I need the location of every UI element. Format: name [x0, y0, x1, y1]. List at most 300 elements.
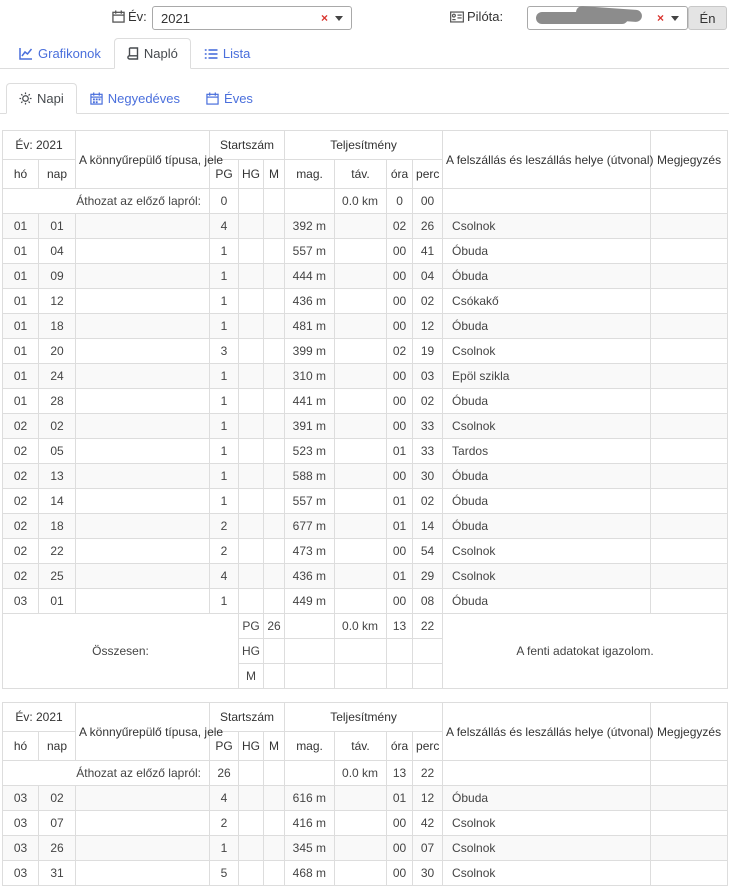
- cell-m-starts: [264, 239, 285, 264]
- chevron-down-icon[interactable]: [335, 16, 343, 21]
- hours-header: óra: [387, 160, 413, 189]
- book-icon: [127, 47, 139, 60]
- cell-aircraft-type: [76, 389, 210, 414]
- cell-m-starts: [264, 539, 285, 564]
- cell-pg-starts: 1: [210, 289, 239, 314]
- table-row: [3, 811, 728, 836]
- summary-m-altitude: [285, 664, 335, 689]
- cell-aircraft-type: [76, 564, 210, 589]
- cell-distance: [335, 289, 387, 314]
- cell-m-starts: [264, 811, 285, 836]
- cell-altitude: 416 m: [285, 811, 335, 836]
- cell-month: 02: [3, 514, 39, 539]
- cell-note: [651, 564, 728, 589]
- minutes-header: perc: [413, 160, 443, 189]
- cell-hours: 00: [387, 589, 413, 614]
- cell-place: Csolnok: [443, 811, 651, 836]
- cell-hg-starts: [239, 589, 264, 614]
- cell-aircraft-type: [76, 239, 210, 264]
- cell-distance: [335, 539, 387, 564]
- pg-header: PG: [210, 732, 239, 761]
- cell-minutes: 08: [413, 589, 443, 614]
- cell-note: [651, 786, 728, 811]
- cell-day: 09: [39, 264, 76, 289]
- cell-altitude: 588 m: [285, 464, 335, 489]
- cell-altitude: 436 m: [285, 289, 335, 314]
- cell-minutes: 02: [413, 489, 443, 514]
- summary-row-pg: [3, 614, 728, 639]
- cell-day: 25: [39, 564, 76, 589]
- cell-month: 03: [3, 589, 39, 614]
- summary-m-count: [264, 664, 285, 689]
- cell-distance: [335, 389, 387, 414]
- table-row: [3, 836, 728, 861]
- table-row: [3, 464, 728, 489]
- m-header: M: [264, 732, 285, 761]
- cell-pg-starts: 4: [210, 214, 239, 239]
- cell-day: 02: [39, 414, 76, 439]
- m-header: M: [264, 160, 285, 189]
- cell-aircraft-type: [76, 836, 210, 861]
- cell-altitude: 481 m: [285, 314, 335, 339]
- cell-minutes: 14: [413, 514, 443, 539]
- list-icon: [204, 48, 218, 60]
- tab-grafikonok[interactable]: [6, 38, 114, 69]
- tab-negyedeves[interactable]: [77, 83, 193, 114]
- altitude-header: mag.: [285, 732, 335, 761]
- cell-altitude: 436 m: [285, 564, 335, 589]
- carryover-distance: 0.0 km: [335, 761, 387, 786]
- cell-aircraft-type: [76, 314, 210, 339]
- cell-month: 02: [3, 414, 39, 439]
- cell-altitude: 523 m: [285, 439, 335, 464]
- table-row: [3, 239, 728, 264]
- table-row: [3, 264, 728, 289]
- cell-hours: 01: [387, 786, 413, 811]
- year-header: Év: 2021: [3, 131, 76, 160]
- summary-m-distance: [335, 664, 387, 689]
- pilot-select[interactable]: [527, 6, 688, 30]
- cell-distance: [335, 489, 387, 514]
- flight-log-table-1: [2, 130, 728, 689]
- cell-distance: [335, 339, 387, 364]
- cell-hours: 00: [387, 414, 413, 439]
- tab-label: Grafikonok: [38, 46, 101, 61]
- cell-distance: [335, 414, 387, 439]
- cell-month: 03: [3, 836, 39, 861]
- type-header: A könnyűrepülő típusa, jele: [76, 131, 210, 189]
- cell-hg-starts: [239, 414, 264, 439]
- chevron-down-icon[interactable]: [671, 16, 679, 21]
- day-header: nap: [39, 732, 76, 761]
- carryover-distance: 0.0 km: [335, 189, 387, 214]
- summary-m-minutes: [413, 664, 443, 689]
- cell-m-starts: [264, 389, 285, 414]
- me-button[interactable]: Én: [688, 6, 727, 30]
- cell-minutes: 12: [413, 786, 443, 811]
- table-row: [3, 314, 728, 339]
- carryover-place: [443, 761, 651, 786]
- cell-month: 01: [3, 389, 39, 414]
- place-header: A felszállás és leszállás helye (útvonal): [443, 131, 651, 189]
- cell-minutes: 41: [413, 239, 443, 264]
- table-row: [3, 489, 728, 514]
- summary-hg-minutes: [413, 639, 443, 664]
- cell-pg-starts: 2: [210, 514, 239, 539]
- certify-text: A fenti adatokat igazolom.: [443, 614, 728, 689]
- cell-hg-starts: [239, 214, 264, 239]
- cell-pg-starts: 2: [210, 539, 239, 564]
- table-row: [3, 339, 728, 364]
- summary-hg-hours: [387, 639, 413, 664]
- cell-minutes: 30: [413, 464, 443, 489]
- cell-distance: [335, 364, 387, 389]
- cell-altitude: 310 m: [285, 364, 335, 389]
- cell-pg-starts: 4: [210, 564, 239, 589]
- carryover-hours: 13: [387, 761, 413, 786]
- cell-altitude: 391 m: [285, 414, 335, 439]
- performance-header: Teljesítmény: [285, 703, 443, 732]
- tab-label: Negyedéves: [107, 91, 181, 106]
- day-header: nap: [39, 160, 76, 189]
- cell-altitude: 473 m: [285, 539, 335, 564]
- cell-minutes: 04: [413, 264, 443, 289]
- table-row: [3, 786, 728, 811]
- cell-aircraft-type: [76, 214, 210, 239]
- cell-pg-starts: 5: [210, 861, 239, 886]
- cell-place: Csolnok: [443, 836, 651, 861]
- tab-label: Napló: [143, 46, 178, 61]
- cell-m-starts: [264, 314, 285, 339]
- summary-m-hours: [387, 664, 413, 689]
- cell-day: 12: [39, 289, 76, 314]
- carryover-pg: 26: [210, 761, 239, 786]
- table-row: [3, 364, 728, 389]
- flight-log-table-2: [2, 702, 728, 886]
- cell-hours: 02: [387, 339, 413, 364]
- cell-aircraft-type: [76, 589, 210, 614]
- cell-day: 07: [39, 811, 76, 836]
- cell-altitude: 399 m: [285, 339, 335, 364]
- table-row: [3, 539, 728, 564]
- cell-hg-starts: [239, 811, 264, 836]
- type-header: A könnyűrepülő típusa, jele: [76, 703, 210, 761]
- cell-place: Óbuda: [443, 314, 651, 339]
- cell-pg-starts: 1: [210, 439, 239, 464]
- cell-minutes: 02: [413, 389, 443, 414]
- table-row: [3, 439, 728, 464]
- performance-header: Teljesítmény: [285, 131, 443, 160]
- cell-minutes: 42: [413, 811, 443, 836]
- tab-label: Lista: [222, 46, 251, 61]
- cell-place: Csókakő: [443, 289, 651, 314]
- cell-month: 02: [3, 464, 39, 489]
- cell-place: Csolnok: [443, 214, 651, 239]
- cell-month: 02: [3, 439, 39, 464]
- pg-header: PG: [210, 160, 239, 189]
- cell-place: Óbuda: [443, 589, 651, 614]
- cell-place: Óbuda: [443, 464, 651, 489]
- summary-pg-distance: 0.0 km: [335, 614, 387, 639]
- carryover-minutes: 22: [413, 761, 443, 786]
- cell-hg-starts: [239, 289, 264, 314]
- cell-pg-starts: 1: [210, 464, 239, 489]
- cell-distance: [335, 514, 387, 539]
- cell-altitude: 345 m: [285, 836, 335, 861]
- cell-hg-starts: [239, 514, 264, 539]
- cell-aircraft-type: [76, 464, 210, 489]
- cell-altitude: 468 m: [285, 861, 335, 886]
- cell-m-starts: [264, 564, 285, 589]
- cell-note: [651, 464, 728, 489]
- cell-month: 01: [3, 239, 39, 264]
- cell-pg-starts: 1: [210, 264, 239, 289]
- cell-month: 01: [3, 364, 39, 389]
- summary-hg-label: HG: [239, 639, 264, 664]
- cell-day: 05: [39, 439, 76, 464]
- cell-hg-starts: [239, 439, 264, 464]
- cell-hg-starts: [239, 314, 264, 339]
- cell-pg-starts: 3: [210, 339, 239, 364]
- cell-hours: 00: [387, 389, 413, 414]
- id-card-icon: [450, 11, 464, 23]
- month-header: hó: [3, 732, 39, 761]
- cell-day: 24: [39, 364, 76, 389]
- summary-hg-distance: [335, 639, 387, 664]
- summary-m-label: M: [239, 664, 264, 689]
- cell-aircraft-type: [76, 811, 210, 836]
- cell-altitude: 392 m: [285, 214, 335, 239]
- cell-note: [651, 239, 728, 264]
- carryover-m: [264, 189, 285, 214]
- cell-aircraft-type: [76, 414, 210, 439]
- sun-icon: [19, 92, 32, 105]
- carryover-label: Áthozat az előző lapról:: [3, 761, 210, 786]
- calendar-year-icon: [206, 92, 219, 105]
- summary-pg-count: 26: [264, 614, 285, 639]
- cell-note: [651, 811, 728, 836]
- cell-m-starts: [264, 439, 285, 464]
- summary-hg-count: [264, 639, 285, 664]
- summary-pg-hours: 13: [387, 614, 413, 639]
- cell-note: [651, 539, 728, 564]
- cell-pg-starts: 1: [210, 389, 239, 414]
- cell-hg-starts: [239, 264, 264, 289]
- tab-eves[interactable]: [193, 83, 266, 114]
- log-rows: [3, 214, 728, 614]
- cell-m-starts: [264, 289, 285, 314]
- cell-note: [651, 264, 728, 289]
- summary-hg-altitude: [285, 639, 335, 664]
- cell-day: 02: [39, 786, 76, 811]
- tab-napi[interactable]: [6, 83, 77, 114]
- cell-note: [651, 861, 728, 886]
- cell-note: [651, 314, 728, 339]
- tab-naplo[interactable]: [114, 38, 191, 69]
- cell-distance: [335, 836, 387, 861]
- month-header: hó: [3, 160, 39, 189]
- cell-hours: 01: [387, 489, 413, 514]
- cell-minutes: 03: [413, 364, 443, 389]
- cell-place: Óbuda: [443, 514, 651, 539]
- cell-hg-starts: [239, 539, 264, 564]
- pilot-label-group: [450, 9, 503, 24]
- cell-distance: [335, 214, 387, 239]
- cell-month: 01: [3, 264, 39, 289]
- cell-hours: 00: [387, 364, 413, 389]
- cell-minutes: 54: [413, 539, 443, 564]
- cell-month: 03: [3, 786, 39, 811]
- cell-m-starts: [264, 214, 285, 239]
- secondary-tabbar: [0, 83, 729, 114]
- cell-month: 01: [3, 314, 39, 339]
- cell-m-starts: [264, 489, 285, 514]
- hg-header: HG: [239, 160, 264, 189]
- distance-header: táv.: [335, 160, 387, 189]
- carryover-place: [443, 189, 651, 214]
- tab-label: Napi: [37, 91, 64, 106]
- cell-pg-starts: 2: [210, 811, 239, 836]
- carryover-pg: 0: [210, 189, 239, 214]
- cell-altitude: 557 m: [285, 489, 335, 514]
- cell-distance: [335, 861, 387, 886]
- cell-aircraft-type: [76, 289, 210, 314]
- cell-aircraft-type: [76, 514, 210, 539]
- pilot-label: Pilóta:: [467, 9, 504, 24]
- table-row: [3, 564, 728, 589]
- clear-icon[interactable]: ×: [656, 11, 664, 25]
- table-row: [3, 414, 728, 439]
- cell-m-starts: [264, 364, 285, 389]
- cell-m-starts: [264, 339, 285, 364]
- cell-aircraft-type: [76, 786, 210, 811]
- cell-distance: [335, 589, 387, 614]
- carryover-hours: 0: [387, 189, 413, 214]
- altitude-header: mag.: [285, 160, 335, 189]
- table-row: [3, 514, 728, 539]
- cell-note: [651, 439, 728, 464]
- cell-note: [651, 214, 728, 239]
- year-select[interactable]: [152, 6, 352, 30]
- cell-hg-starts: [239, 389, 264, 414]
- cell-hours: 00: [387, 314, 413, 339]
- primary-tabbar: [0, 38, 729, 69]
- cell-hg-starts: [239, 489, 264, 514]
- cell-minutes: 02: [413, 289, 443, 314]
- cell-hours: 00: [387, 539, 413, 564]
- table-row: [3, 589, 728, 614]
- cell-day: 01: [39, 589, 76, 614]
- carryover-altitude: [285, 189, 335, 214]
- cell-m-starts: [264, 836, 285, 861]
- summary-label: Összesen:: [3, 614, 239, 689]
- cell-place: Óbuda: [443, 264, 651, 289]
- table-row: [3, 861, 728, 886]
- cell-altitude: 616 m: [285, 786, 335, 811]
- cell-note: [651, 836, 728, 861]
- cell-distance: [335, 811, 387, 836]
- cell-place: Óbuda: [443, 489, 651, 514]
- cell-day: 13: [39, 464, 76, 489]
- clear-icon[interactable]: ×: [320, 11, 328, 25]
- cell-month: 03: [3, 861, 39, 886]
- year-select-value: 2021: [161, 10, 190, 26]
- cell-day: 28: [39, 389, 76, 414]
- cell-hours: 00: [387, 464, 413, 489]
- carryover-hg: [239, 189, 264, 214]
- year-label-group: [112, 9, 147, 24]
- cell-month: 02: [3, 489, 39, 514]
- starts-header: Startszám: [210, 131, 285, 160]
- cell-hg-starts: [239, 861, 264, 886]
- table-row: [3, 214, 728, 239]
- cell-m-starts: [264, 264, 285, 289]
- cell-day: 26: [39, 836, 76, 861]
- carryover-label: Áthozat az előző lapról:: [3, 189, 210, 214]
- cell-distance: [335, 564, 387, 589]
- cell-day: 31: [39, 861, 76, 886]
- cell-aircraft-type: [76, 861, 210, 886]
- cell-hours: 00: [387, 836, 413, 861]
- cell-month: 01: [3, 214, 39, 239]
- cell-note: [651, 589, 728, 614]
- cell-day: 18: [39, 514, 76, 539]
- cell-place: Csolnok: [443, 564, 651, 589]
- cell-place: Csolnok: [443, 414, 651, 439]
- starts-header: Startszám: [210, 703, 285, 732]
- distance-header: táv.: [335, 732, 387, 761]
- log-content: [0, 114, 729, 886]
- cell-aircraft-type: [76, 539, 210, 564]
- cell-hours: 00: [387, 811, 413, 836]
- cell-day: 14: [39, 489, 76, 514]
- carryover-minutes: 00: [413, 189, 443, 214]
- cell-m-starts: [264, 589, 285, 614]
- cell-distance: [335, 239, 387, 264]
- year-label: Év:: [128, 9, 147, 24]
- toolbar: [0, 0, 729, 38]
- cell-note: [651, 339, 728, 364]
- cell-note: [651, 514, 728, 539]
- cell-pg-starts: 1: [210, 589, 239, 614]
- cell-minutes: 07: [413, 836, 443, 861]
- log-rows: [3, 786, 728, 886]
- cell-distance: [335, 464, 387, 489]
- cell-month: 02: [3, 564, 39, 589]
- cell-hg-starts: [239, 786, 264, 811]
- cell-month: 01: [3, 289, 39, 314]
- cell-m-starts: [264, 464, 285, 489]
- cell-minutes: 12: [413, 314, 443, 339]
- cell-m-starts: [264, 414, 285, 439]
- cell-place: Tardos: [443, 439, 651, 464]
- cell-hours: 00: [387, 861, 413, 886]
- carryover-note: [651, 761, 728, 786]
- cell-hours: 01: [387, 564, 413, 589]
- cell-distance: [335, 264, 387, 289]
- cell-hg-starts: [239, 339, 264, 364]
- cell-note: [651, 414, 728, 439]
- table-row: [3, 389, 728, 414]
- cell-note: [651, 364, 728, 389]
- calendar-icon: [112, 10, 125, 23]
- cell-note: [651, 389, 728, 414]
- cell-pg-starts: 1: [210, 314, 239, 339]
- tab-lista[interactable]: [191, 38, 263, 69]
- chart-icon: [19, 47, 33, 60]
- cell-hours: 00: [387, 264, 413, 289]
- cell-hours: 00: [387, 239, 413, 264]
